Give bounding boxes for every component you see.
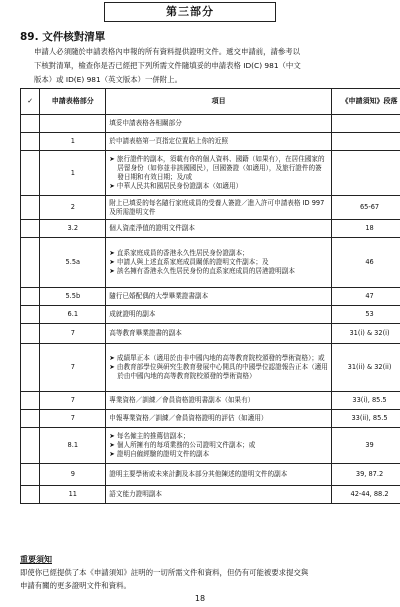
guide-paragraph-column-header: 《申請須知》段落: [332, 89, 400, 115]
bullet-item: ➤ 申請人與上述直系家庭成員關係的證明文件副本；及: [109, 258, 328, 267]
item-column-header: 項目: [106, 89, 332, 115]
intro-line: 下核對清單，檢查你是否已經把下列所需文件隨填妥的申請表格 ID(C) 981（中文: [34, 61, 301, 70]
guide-paragraph-cell: 65-67: [332, 196, 400, 220]
item-cell: [106, 196, 332, 220]
notice-title: 重要須知: [20, 555, 52, 564]
bullet-item: ➤ 由教育部學位與研究生教育發展中心開具的中國學位認證報告正本（適用於由中國內地的高等教育院校頒發的學術資格）: [109, 363, 328, 381]
intro-line: 申請人必須隨於申請表格內申報的所有資料提供證明文件。遞交申請前，請參考以: [34, 47, 301, 56]
checkbox-cell[interactable]: [21, 410, 40, 428]
item-cell: [106, 410, 332, 428]
table-row: [21, 428, 400, 464]
form-part-cell: 11: [40, 486, 106, 504]
checkbox-cell[interactable]: [21, 238, 40, 288]
item-cell: [106, 151, 332, 196]
form-part-cell: 7: [40, 410, 106, 428]
form-part-cell: 9: [40, 464, 106, 486]
table-row: [21, 115, 400, 133]
form-part-cell: 7: [40, 392, 106, 410]
guide-paragraph-cell: 33(i), 85.5: [332, 392, 400, 410]
item-cell: [106, 133, 332, 151]
guide-paragraph-cell: [332, 151, 400, 196]
item-text: 證明主要學術或未來計劃及本部分其他陳述的證明文件的副本: [109, 470, 288, 478]
form-part-cell: 1: [40, 151, 106, 196]
item-text: 填妥申請表格各相關部分: [109, 119, 182, 127]
form-part-cell: 7: [40, 324, 106, 344]
checkbox-cell[interactable]: [21, 428, 40, 464]
item-text: 於申請表格第一頁指定位置貼上你的近照: [109, 137, 228, 145]
item-cell: [106, 392, 332, 410]
checkbox-cell[interactable]: [21, 115, 40, 133]
notice-line: 申請有關的更多證明文件和資料。: [20, 581, 131, 590]
item-text: 專業資格／訓練／會員資格證明書副本（如果有）: [109, 396, 255, 404]
section-title: [20, 29, 105, 44]
form-part-cell: 5.5a: [40, 238, 106, 288]
bullet-item: ➤ 中華人民共和國居民身份證副本（如適用）: [109, 182, 328, 191]
guide-paragraph-cell: 33(ii), 85.5: [332, 410, 400, 428]
form-part-cell: [40, 115, 106, 133]
guide-paragraph-cell: 31(ii) & 32(ii): [332, 344, 400, 392]
checkbox-cell[interactable]: [21, 288, 40, 306]
form-part-cell: 1: [40, 133, 106, 151]
item-text: 申報專業資格／訓練／會員資格證明的評估（如適用）: [109, 414, 268, 422]
form-part-cell: 7: [40, 344, 106, 392]
checkbox-cell[interactable]: [21, 306, 40, 324]
checkbox-cell[interactable]: [21, 151, 40, 196]
bullet-item: ➤ 個人所擁有的每項業務的公司證明文件副本；或: [109, 441, 328, 450]
checkbox-cell[interactable]: [21, 324, 40, 344]
checkbox-cell[interactable]: [21, 220, 40, 238]
table-row: [21, 288, 400, 306]
item-cell: [106, 220, 332, 238]
bullet-item: ➤ 旅行證件的副本，須載有你的個人資料、國籍（如果有），在居住國家的居留身份（如你並非該國國民），回國簽證（如適用），及旅行證件的簽發日期和有效日期；及/或: [109, 155, 328, 182]
item-cell: [106, 288, 332, 306]
guide-paragraph-cell: [332, 115, 400, 133]
checkbox-cell[interactable]: [21, 486, 40, 504]
form-part-cell: 3.2: [40, 220, 106, 238]
part-banner: 第三部分: [104, 2, 276, 22]
bullet-item: ➤ 該名擁有香港永久性居民身份的直系家庭成員的居港證明副本: [109, 267, 328, 276]
item-text: 高等教育畢業證書的副本: [109, 329, 182, 337]
item-cell: [106, 238, 332, 288]
bullet-item: ➤ 每名僱主的推薦信副本；: [109, 432, 328, 441]
table-row: [21, 392, 400, 410]
table-row: [21, 486, 400, 504]
form-part-cell: 2: [40, 196, 106, 220]
checkbox-cell[interactable]: [21, 392, 40, 410]
table-row: [21, 196, 400, 220]
checkbox-cell[interactable]: [21, 133, 40, 151]
guide-paragraph-cell: 46: [332, 238, 400, 288]
table-row: [21, 464, 400, 486]
page-number: 18: [194, 594, 206, 603]
item-text: 隨行已婚配偶的大學畢業證書副本: [109, 292, 209, 300]
bullet-item: ➤ 證明自僱經驗的證明文件的副本: [109, 450, 328, 459]
form-part-cell: 6.1: [40, 306, 106, 324]
item-cell: [106, 324, 332, 344]
check-column-header: ✓: [21, 89, 40, 115]
item-cell: [106, 306, 332, 324]
item-text: 附上已填妥的每名隨行家庭成員的受養人簽證／進入許可申請表格 ID 997 及所需證明文件: [109, 198, 325, 216]
intro-line: 版本）或 ID(E) 981（英文版本）一併附上。: [34, 75, 182, 84]
section-title-text: 文件核對清單: [42, 31, 106, 43]
bullet-item: ➤ 成績單正本（適用於由非中國內地的高等教育院校頒發的學術資格）；或: [109, 354, 328, 363]
form-part-cell: 5.5b: [40, 288, 106, 306]
form-part-column-header: 申請表格部分: [40, 89, 106, 115]
table-row: [21, 220, 400, 238]
guide-paragraph-cell: 39, 87.2: [332, 464, 400, 486]
item-cell: [106, 486, 332, 504]
guide-paragraph-cell: 31(i) & 32(i): [332, 324, 400, 344]
guide-paragraph-cell: 47: [332, 288, 400, 306]
table-row: [21, 344, 400, 392]
table-row: [21, 306, 400, 324]
item-cell: [106, 344, 332, 392]
item-text: 個人資產淨值的證明文件副本: [109, 224, 195, 232]
checkbox-cell[interactable]: [21, 344, 40, 392]
intro-paragraph: [34, 45, 400, 87]
table-row: [21, 151, 400, 196]
table-row: [21, 324, 400, 344]
checklist-body: [21, 115, 400, 504]
guide-paragraph-cell: [332, 133, 400, 151]
section-number: 89.: [20, 31, 39, 43]
guide-paragraph-cell: 39: [332, 428, 400, 464]
document-checklist-table: [20, 88, 400, 504]
table-row: [21, 133, 400, 151]
item-cell: [106, 464, 332, 486]
notice-line: 即使你已經提供了本《申請須知》註明的一切所需文件和資料，但仍有可能被要求提交與: [20, 568, 309, 577]
item-text: 成就證明的副本: [109, 310, 156, 318]
table-row: [21, 238, 400, 288]
item-cell: [106, 428, 332, 464]
form-part-cell: 8.1: [40, 428, 106, 464]
guide-paragraph-cell: 18: [332, 220, 400, 238]
item-text: 語文能力證明副本: [109, 490, 163, 498]
checkbox-cell[interactable]: [21, 196, 40, 220]
table-header-row: [21, 89, 400, 115]
item-cell: [106, 115, 332, 133]
guide-paragraph-cell: 42-44, 88.2: [332, 486, 400, 504]
table-row: [21, 410, 400, 428]
guide-paragraph-cell: 53: [332, 306, 400, 324]
bullet-item: ➤ 直系家庭成員的香港永久性居民身份證副本；: [109, 249, 328, 258]
checkbox-cell[interactable]: [21, 464, 40, 486]
notice-paragraph: [20, 566, 400, 592]
